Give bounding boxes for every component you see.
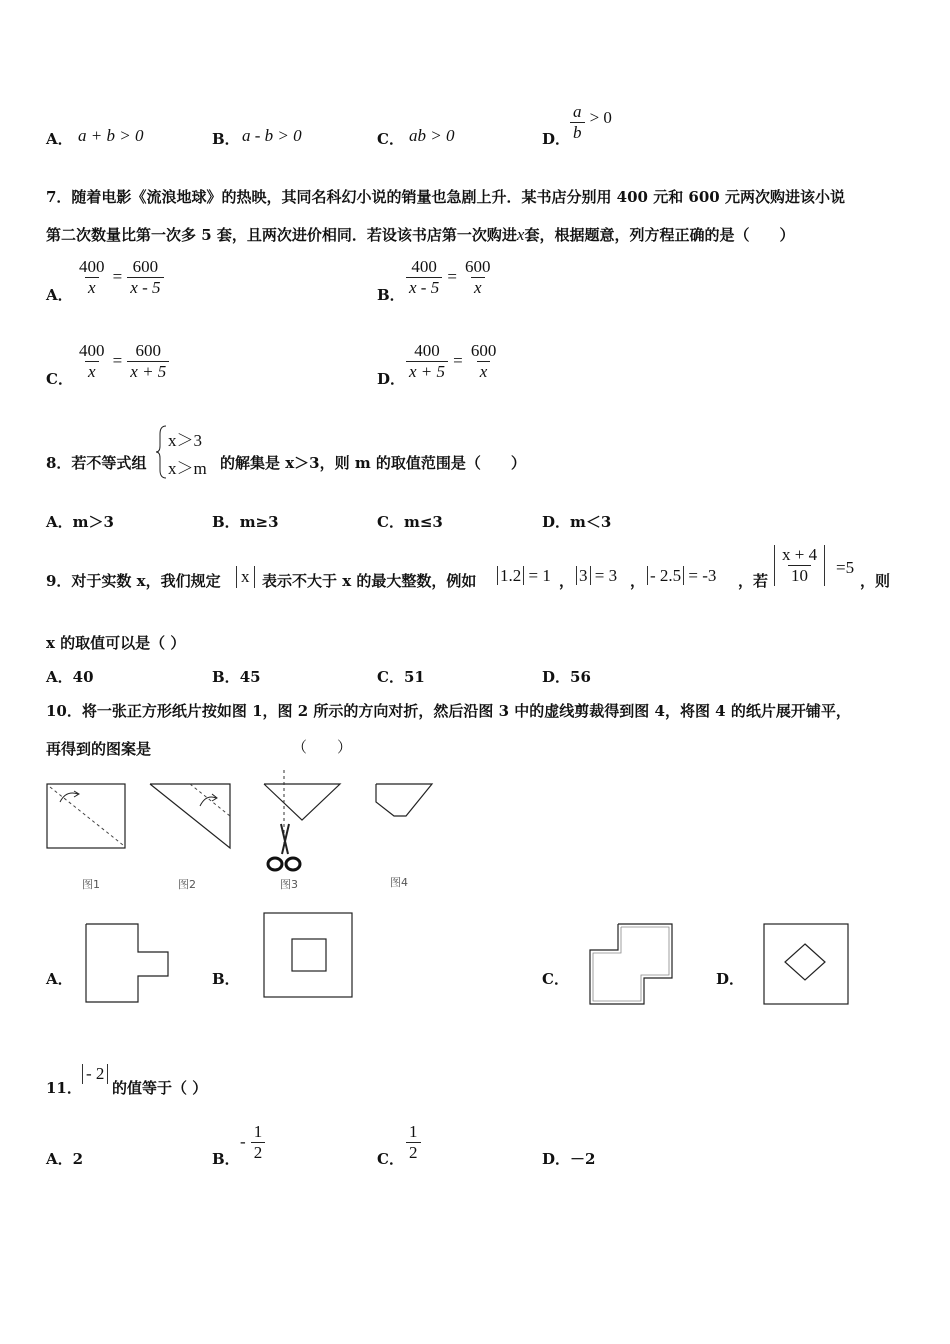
q10-stem-line2: 再得到的图案是 [46, 740, 152, 758]
q11-option-c-value: $\frac{1}{2}$ [406, 1122, 421, 1163]
q8-option-a: A．m＞3 [46, 513, 114, 531]
q11-abs-value: - 2 [82, 1064, 108, 1084]
q10-option-a-figure [84, 922, 172, 1006]
q11-option-c-label: C． [377, 1150, 404, 1168]
q11-number: 11． [46, 1079, 82, 1097]
q6-option-b-label: B． [212, 130, 240, 148]
figure-2-caption: 图2 [178, 878, 196, 891]
q9-ze: ，则 [860, 572, 891, 590]
q9-stem-line2: x 的取值可以是（ ） [46, 634, 186, 652]
q10-stem-line1: 10．将一张正方形纸片按如图 1，图 2 所示的方向对折，然后沿图 3 中的虚线剪裁得到图 4，将图 4 的纸片展开铺平， [46, 702, 851, 720]
fraction: $\frac{a}{b}$ [570, 102, 585, 143]
q9-sep-2: ， [630, 572, 646, 590]
q6-option-a-label: A． [46, 130, 73, 148]
q10-option-c-figure [588, 922, 676, 1008]
q6-option-a-expr: a + b > 0 [78, 126, 144, 145]
q10-answer-paren: （ ） [292, 740, 353, 756]
q9-option-a: A．40 [46, 668, 94, 686]
brace-icon [156, 424, 168, 480]
q10-option-c-label: C． [542, 970, 569, 988]
q10-option-b-figure [262, 911, 356, 1001]
q7-option-b-equation: $\frac{400}{x - 5}$ = $\frac{600}{x}$ [406, 257, 494, 298]
q11-option-d: D．－2 [542, 1150, 596, 1168]
q9-ruo: ，若 [738, 572, 769, 590]
figure-3-cut-with-scissors [262, 770, 346, 880]
q9-option-c: C．51 [377, 668, 425, 686]
q11-option-a: A．2 [46, 1150, 84, 1168]
q7-option-d-equation: $\frac{400}{x + 5}$ = $\frac{600}{x}$ [406, 341, 499, 382]
q8-stem-prefix: 8．若不等式组 [46, 454, 147, 472]
q9-example-1: 1.2 = 1 [497, 566, 551, 586]
q9-example-3: - 2.5 = -3 [647, 566, 716, 586]
q9-stem-prefix: 9．对于实数 x，我们规定 [46, 572, 221, 590]
q8-option-b: B．m≥3 [212, 513, 279, 531]
q7-stem-line2: 第二次数量比第一次多 5 套，且两次进价相同．若设该书店第一次购进x套，根据题意，列方程正确的是（ ） [46, 225, 795, 244]
q9-sep-1: ， [559, 572, 575, 590]
q6-option-d-label: D． [542, 130, 571, 148]
q11-option-b-label: B． [212, 1150, 240, 1168]
q7-option-d-label: D． [377, 370, 406, 388]
q6-option-b-expr: a - b > 0 [242, 126, 302, 145]
q8-stem-suffix: 的解集是 x＞3，则 m 的取值范围是（ ） [220, 454, 526, 472]
q8-option-d: D．m＜3 [542, 513, 612, 531]
q9-option-d: D．56 [542, 668, 591, 686]
q8-option-c: C．m≤3 [377, 513, 443, 531]
q9-stem-mid: 表示不大于 x 的最大整数，例如 [262, 572, 477, 590]
q6-option-d-expr: $\frac{a}{b}$ > 0 [570, 102, 612, 143]
figure-1-square-fold [46, 782, 128, 850]
q7-stem-line1: 7．随着电影《流浪地球》的热映，其同名科幻小说的销量也急剧上升．某书店分别用 400 元和 600 元两次购进该小说 [46, 188, 845, 206]
figure-2-triangle-fold [148, 782, 232, 850]
q11-option-b-value: - $\frac{1}{2}$ [240, 1122, 265, 1163]
figure-3-caption: 图3 [280, 878, 298, 891]
q7-option-c-label: C． [46, 370, 73, 388]
q6-option-c-label: C． [377, 130, 404, 148]
q9-option-b: B．45 [212, 668, 261, 686]
q7-option-a-label: A． [46, 286, 73, 304]
figure-4-caption: 图4 [390, 876, 408, 889]
q10-option-b-label: B． [212, 970, 240, 988]
q10-option-d-label: D． [716, 970, 745, 988]
q6-option-c-expr: ab > 0 [409, 126, 455, 145]
q9-floor-fraction: $\frac{x + 4}{10}$ [774, 545, 825, 586]
q7-option-b-label: B． [377, 286, 405, 304]
q10-option-a-label: A． [46, 970, 73, 988]
q8-system-line1: x＞3 [168, 431, 202, 450]
q9-example-2: 3 = 3 [576, 566, 617, 586]
q10-option-d-figure [762, 922, 850, 1006]
q9-equals-5: =5 [836, 558, 855, 577]
figure-1-caption: 图1 [82, 878, 100, 891]
q8-system-line2: x＞m [168, 459, 207, 478]
q11-stem-suffix: 的值等于（ ） [112, 1079, 208, 1097]
q9-floor-x: x [236, 566, 255, 588]
figure-4-cut-piece [374, 782, 436, 822]
q7-option-a-equation: $\frac{400}{x}$ = $\frac{600}{x - 5}$ [76, 257, 164, 298]
q7-option-c-equation: $\frac{400}{x}$ = $\frac{600}{x + 5}$ [76, 341, 169, 382]
